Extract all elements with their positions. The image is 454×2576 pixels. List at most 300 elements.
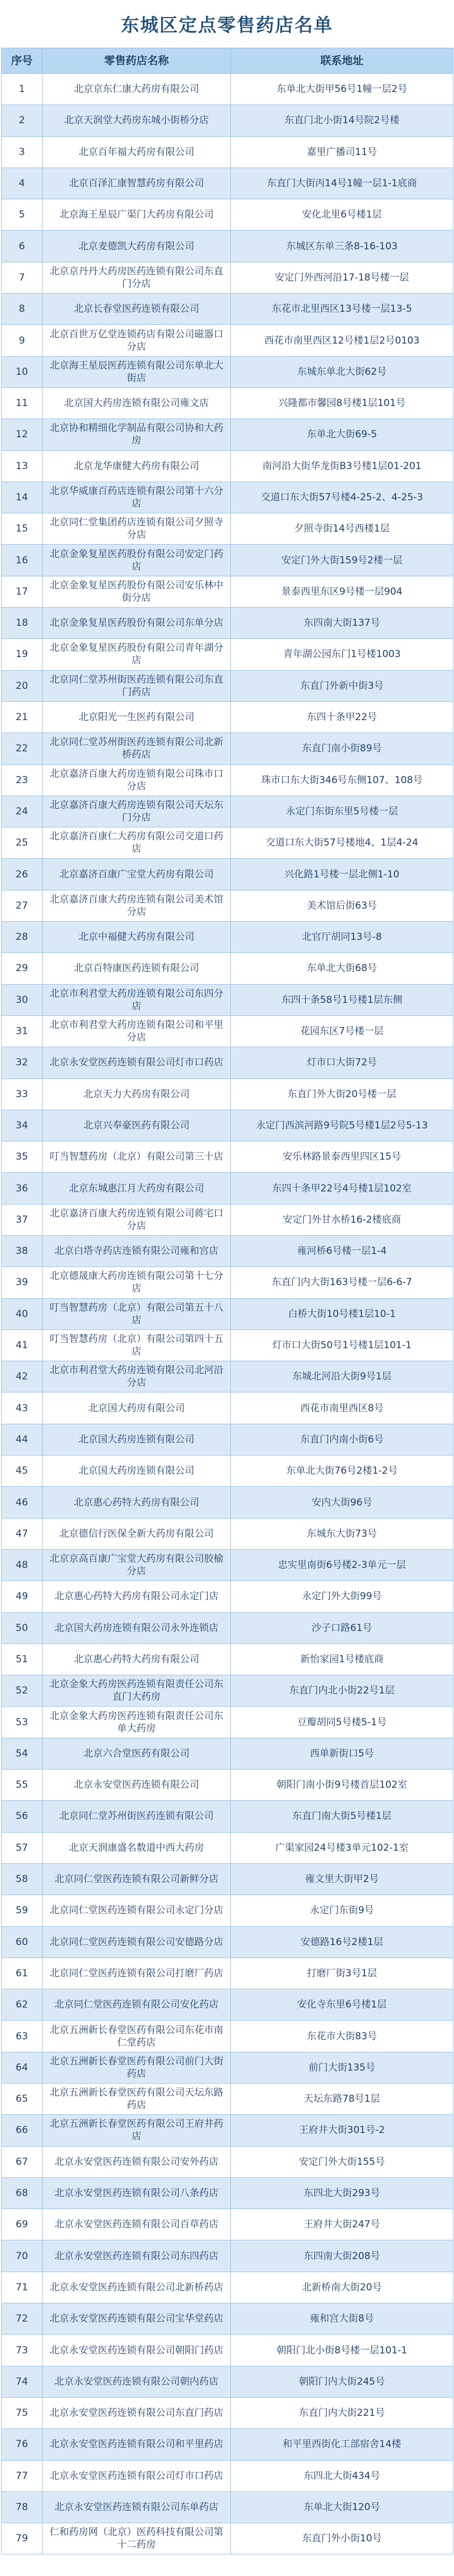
cell-no: 51	[2, 1644, 43, 1675]
cell-name: 仁和药房网（北京）医药科技有限公司第十二药房	[43, 2523, 231, 2554]
table-row	[2, 576, 453, 607]
table-row	[2, 2084, 453, 2115]
cell-name: 北京金象复星医药股份有限公司东单分店	[43, 608, 231, 639]
cell-name: 北京同仁堂医药连锁有限公司打磨厂药店	[43, 1958, 231, 1989]
table-row	[2, 701, 453, 733]
cell-no: 1	[2, 74, 43, 105]
table-row	[2, 231, 453, 262]
cell-address: 广渠家园24号楼3单元102-1室	[231, 1832, 453, 1863]
cell-no: 55	[2, 1770, 43, 1801]
cell-address: 东单北大街76号2楼1-2号	[231, 1456, 453, 1487]
cell-address: 交道口东大街57号楼4-25-2、4-25-3	[231, 482, 453, 513]
table-row	[2, 890, 453, 921]
cell-name: 北京百年福大药房有限公司	[43, 136, 231, 168]
pharmacy-table	[1, 48, 453, 2554]
table-row	[2, 2491, 453, 2523]
table-row	[2, 1707, 453, 1738]
table-row	[2, 1267, 453, 1298]
cell-no: 17	[2, 576, 43, 607]
table-row	[2, 199, 453, 231]
cell-address: 灯市口大街50号1号楼1层101-1	[231, 1329, 453, 1361]
cell-address: 东城区东单三条8-16-103	[231, 231, 453, 262]
cell-no: 10	[2, 356, 43, 387]
cell-address: 东直门南大街5号楼1层	[231, 1801, 453, 1832]
table-row	[2, 1895, 453, 1926]
table-body	[2, 74, 453, 2554]
cell-name: 北京同仁堂医药连锁有限公司永定门分店	[43, 1895, 231, 1926]
table-row	[2, 1644, 453, 1675]
cell-name: 北京京高百康广宝堂大药房有限公司胶榆分店	[43, 1549, 231, 1580]
cell-no: 76	[2, 2429, 43, 2460]
table-row	[2, 262, 453, 293]
cell-address: 东直门内大街163号楼一层6-6-7	[231, 1267, 453, 1298]
cell-address: 永定门东街东里5号楼一层	[231, 796, 453, 827]
cell-no: 42	[2, 1361, 43, 1392]
cell-name: 北京惠心药特大药房有限公司永定门店	[43, 1581, 231, 1612]
cell-name: 北京白塔寺药店连锁有限公司雍和宫店	[43, 1235, 231, 1266]
cell-name: 北京永安堂医药连锁有限公司东直门药店	[43, 2397, 231, 2428]
table-row	[2, 670, 453, 701]
cell-no: 31	[2, 1015, 43, 1047]
cell-no: 11	[2, 387, 43, 419]
cell-no: 64	[2, 2052, 43, 2083]
cell-address: 兴隆都市馨园8号楼1层101号	[231, 387, 453, 419]
table-row	[2, 1015, 453, 1047]
cell-name: 北京金象复星医药股份有限公司安定门药店	[43, 545, 231, 576]
table-row	[2, 356, 453, 387]
cell-no: 32	[2, 1047, 43, 1078]
cell-name: 北京永安堂医药连锁有限公司百草药店	[43, 2209, 231, 2240]
cell-no: 78	[2, 2491, 43, 2523]
cell-name: 北京龙华康健大药房有限公司	[43, 450, 231, 482]
cell-no: 35	[2, 1141, 43, 1173]
cell-name: 北京同仁堂苏州街医药连锁有限公司东直门药店	[43, 670, 231, 701]
cell-no: 69	[2, 2209, 43, 2240]
cell-address: 东四北大街293号	[231, 2177, 453, 2209]
cell-address: 王府井大街247号	[231, 2209, 453, 2240]
table-row	[2, 1235, 453, 1266]
table-row	[2, 105, 453, 136]
cell-name: 北京市利君堂大药房连锁有限公司东四分店	[43, 984, 231, 1015]
cell-name: 北京东城惠江月大药房有限公司	[43, 1173, 231, 1204]
table-row	[2, 2397, 453, 2428]
cell-name: 北京德信行医保全新大药房有限公司	[43, 1518, 231, 1549]
table-row	[2, 545, 453, 576]
table-row	[2, 1989, 453, 2021]
table-row	[2, 764, 453, 796]
cell-no: 28	[2, 922, 43, 953]
cell-address: 朝阳门北小街8号楼一层101-1	[231, 2335, 453, 2366]
cell-address: 忠实里南街6号楼2-3单元一层	[231, 1549, 453, 1580]
cell-no: 33	[2, 1078, 43, 1110]
cell-address: 安化北里6号楼1层	[231, 199, 453, 231]
table-row	[2, 827, 453, 859]
cell-address: 打磨厂街3号1层	[231, 1958, 453, 1989]
cell-name: 北京京丹丹大药房医药连锁有限公司东直门分店	[43, 262, 231, 293]
cell-name: 北京嘉济百康仁大药房有限公司交道口药店	[43, 827, 231, 859]
cell-address: 东直门北小街14号院2号楼	[231, 105, 453, 136]
cell-name: 北京同仁堂医药连锁有限公司新鲜分店	[43, 1863, 231, 1895]
cell-no: 54	[2, 1738, 43, 1769]
table-row	[2, 2272, 453, 2303]
cell-no: 38	[2, 1235, 43, 1266]
cell-address: 雍文里大街甲2号	[231, 1863, 453, 1895]
table-row	[2, 1738, 453, 1769]
cell-address: 美术馆后街63号	[231, 890, 453, 921]
table-row	[2, 1487, 453, 1518]
cell-address: 东四南大街137号	[231, 608, 453, 639]
cell-no: 45	[2, 1456, 43, 1487]
cell-address: 灯市口大街72号	[231, 1047, 453, 1078]
table-row	[2, 984, 453, 1015]
cell-no: 8	[2, 294, 43, 325]
cell-name: 北京长春堂医药连锁有限公司	[43, 294, 231, 325]
cell-name: 北京德晟康大药房连锁有限公司第十七分店	[43, 1267, 231, 1298]
cell-name: 北京麦德凯大药房有限公司	[43, 231, 231, 262]
cell-name: 北京天力大药房有限公司	[43, 1078, 231, 1110]
cell-no: 30	[2, 984, 43, 1015]
table-row	[2, 2303, 453, 2335]
cell-address: 安化寺东里6号楼1层	[231, 1989, 453, 2021]
cell-address: 安内大街96号	[231, 1487, 453, 1518]
cell-no: 59	[2, 1895, 43, 1926]
cell-name: 北京国大药房连锁有限公司	[43, 1424, 231, 1455]
cell-address: 东直门大街丙14号1幢一层1-1底商	[231, 168, 453, 199]
table-row	[2, 1958, 453, 1989]
cell-address: 东四十条甲22号4号楼1层102室	[231, 1173, 453, 1204]
cell-address: 新怡家园1号楼底商	[231, 1644, 453, 1675]
cell-name: 北京天润堂大药房东城小街桥分店	[43, 105, 231, 136]
cell-name: 北京海王星辰广渠门大药房有限公司	[43, 199, 231, 231]
cell-no: 24	[2, 796, 43, 827]
cell-name: 北京永安堂医药连锁有限公司灯市口药店	[43, 2460, 231, 2491]
cell-no: 56	[2, 1801, 43, 1832]
table-row	[2, 419, 453, 450]
table-row	[2, 1047, 453, 1078]
cell-address: 交道口东大街57号楼地4、1层4-24	[231, 827, 453, 859]
cell-no: 16	[2, 545, 43, 576]
cell-no: 15	[2, 513, 43, 545]
cell-no: 2	[2, 105, 43, 136]
cell-name: 北京协和精细化学制品有限公司协和大药房	[43, 419, 231, 450]
cell-name: 北京嘉济百康大药房连锁有限公司珠市口分店	[43, 764, 231, 796]
table-row	[2, 1110, 453, 1141]
cell-no: 34	[2, 1110, 43, 1141]
cell-no: 62	[2, 1989, 43, 2021]
table-row	[2, 2240, 453, 2272]
cell-no: 22	[2, 733, 43, 764]
cell-no: 37	[2, 1204, 43, 1235]
table-row	[2, 639, 453, 670]
cell-no: 6	[2, 231, 43, 262]
cell-no: 57	[2, 1832, 43, 1863]
cell-address: 东四南大街208号	[231, 2240, 453, 2272]
cell-no: 48	[2, 1549, 43, 1580]
cell-no: 13	[2, 450, 43, 482]
cell-no: 67	[2, 2146, 43, 2177]
table-row	[2, 1424, 453, 1455]
cell-address: 永定门东街9号	[231, 1895, 453, 1926]
cell-name: 北京国大药房连锁有限公司永外连锁店	[43, 1612, 231, 1644]
cell-name: 北京同仁堂苏州街医药连锁有限公司	[43, 1801, 231, 1832]
cell-name: 北京海王星辰医药连锁有限公司东单北大街店	[43, 356, 231, 387]
cell-name: 北京同仁堂集团药店连锁有限公司夕照寺分店	[43, 513, 231, 545]
cell-no: 12	[2, 419, 43, 450]
cell-name: 北京永安堂医药连锁有限公司八条药店	[43, 2177, 231, 2209]
cell-name: 北京六合堂医药有限公司	[43, 1738, 231, 1769]
cell-address: 雍和宫大街8号	[231, 2303, 453, 2335]
cell-address: 景泰西里东区9号楼一层904	[231, 576, 453, 607]
cell-address: 东城东大街73号	[231, 1518, 453, 1549]
cell-address: 王府井大街301号-2	[231, 2115, 453, 2146]
table-row	[2, 74, 453, 105]
table-row	[2, 796, 453, 827]
table-row	[2, 1832, 453, 1863]
cell-name: 北京惠心药特大药房有限公司	[43, 1644, 231, 1675]
cell-name: 北京永安堂医药连锁有限公司	[43, 1770, 231, 1801]
table-header	[2, 48, 453, 74]
cell-no: 50	[2, 1612, 43, 1644]
header-name: 零售药店名称	[43, 48, 231, 74]
cell-no: 68	[2, 2177, 43, 2209]
table-row	[2, 2052, 453, 2083]
cell-no: 63	[2, 2021, 43, 2052]
cell-name: 北京嘉济百康大药房连锁有限公司美术馆分店	[43, 890, 231, 921]
cell-name: 北京市利君堂大药房连锁有限公司北河沿分店	[43, 1361, 231, 1392]
cell-no: 18	[2, 608, 43, 639]
cell-no: 23	[2, 764, 43, 796]
table-row	[2, 733, 453, 764]
cell-address: 东直门外新中街3号	[231, 670, 453, 701]
cell-no: 7	[2, 262, 43, 293]
cell-address: 北官厅胡同13号-8	[231, 922, 453, 953]
table-row	[2, 136, 453, 168]
cell-name: 北京永安堂医药连锁有限公司东单药店	[43, 2491, 231, 2523]
cell-address: 东花市北里西区13号楼一层13-5	[231, 294, 453, 325]
cell-name: 北京永安堂医药连锁有限公司朝阳门药店	[43, 2335, 231, 2366]
table-row	[2, 294, 453, 325]
cell-name: 北京永安堂医药连锁有限公司安外药店	[43, 2146, 231, 2177]
cell-address: 兴化路1号楼一层北侧1-10	[231, 859, 453, 890]
cell-name: 北京永安堂医药连锁有限公司朝内药店	[43, 2366, 231, 2397]
cell-name: 北京国大药房连锁有限公司	[43, 1456, 231, 1487]
cell-name: 北京惠心药特大药房有限公司	[43, 1487, 231, 1518]
cell-name: 北京市利君堂大药房连锁有限公司和平里分店	[43, 1015, 231, 1047]
cell-name: 北京同仁堂医药连锁有限公司安德路分店	[43, 1926, 231, 1958]
table-row	[2, 1141, 453, 1173]
cell-name: 北京同仁堂苏州街医药连锁有限公司北新桥药店	[43, 733, 231, 764]
cell-address: 前门大街135号	[231, 2052, 453, 2083]
cell-address: 东四十条甲22号	[231, 701, 453, 733]
table-row	[2, 2366, 453, 2397]
header-row	[2, 48, 453, 74]
cell-no: 70	[2, 2240, 43, 2272]
cell-name: 北京永安堂医药连锁有限公司和平里药店	[43, 2429, 231, 2460]
cell-name: 叮当智慧药房（北京）有限公司第四十五店	[43, 1329, 231, 1361]
table-row	[2, 2209, 453, 2240]
cell-no: 46	[2, 1487, 43, 1518]
cell-name: 北京中福健大药房有限公司	[43, 922, 231, 953]
cell-address: 安定门外大街159号2楼一层	[231, 545, 453, 576]
cell-name: 北京金象复星医药股份有限公司安乐林中街分店	[43, 576, 231, 607]
cell-name: 北京天润康盛名数道中西大药房	[43, 1832, 231, 1863]
table-row	[2, 2021, 453, 2052]
cell-address: 东城北河沿大街9号1层	[231, 1361, 453, 1392]
table-row	[2, 513, 453, 545]
cell-address: 东花市大街83号	[231, 2021, 453, 2052]
table-row	[2, 1801, 453, 1832]
cell-address: 东直门内北小街22号1层	[231, 1675, 453, 1707]
cell-address: 花园东区7号楼一层	[231, 1015, 453, 1047]
cell-address: 西花市南里西区8号	[231, 1392, 453, 1424]
cell-no: 44	[2, 1424, 43, 1455]
table-row	[2, 450, 453, 482]
table-row	[2, 859, 453, 890]
cell-address: 沙子口路61号	[231, 1612, 453, 1644]
cell-name: 北京五洲新长春堂医药有限公司前门大街药店	[43, 2052, 231, 2083]
table-row	[2, 1392, 453, 1424]
cell-address: 东单北大街69-5	[231, 419, 453, 450]
cell-address: 朝阳门南小街9号楼首层102室	[231, 1770, 453, 1801]
cell-address: 东单北大街68号	[231, 953, 453, 984]
cell-name: 叮当智慧药房（北京）有限公司第五十八店	[43, 1298, 231, 1329]
cell-no: 71	[2, 2272, 43, 2303]
cell-no: 77	[2, 2460, 43, 2491]
cell-name: 北京百泽汇康智慧药房有限公司	[43, 168, 231, 199]
cell-name: 北京永安堂医药连锁有限公司东四药店	[43, 2240, 231, 2272]
table-row	[2, 387, 453, 419]
cell-no: 52	[2, 1675, 43, 1707]
cell-address: 西单新街口5号	[231, 1738, 453, 1769]
cell-no: 66	[2, 2115, 43, 2146]
cell-name: 北京阳光一生医药有限公司	[43, 701, 231, 733]
cell-address: 东直门外小街10号	[231, 2523, 453, 2554]
cell-name: 北京五洲新长春堂医药有限公司东花市南仁堂药店	[43, 2021, 231, 2052]
cell-no: 36	[2, 1173, 43, 1204]
table-row	[2, 1612, 453, 1644]
cell-name: 北京永安堂医药连锁有限公司宝华堂药店	[43, 2303, 231, 2335]
cell-address: 安定门外甘水桥16-2楼底商	[231, 1204, 453, 1235]
cell-no: 4	[2, 168, 43, 199]
table-row	[2, 1456, 453, 1487]
cell-address: 东直门内大街221号	[231, 2397, 453, 2428]
table-row	[2, 1863, 453, 1895]
cell-no: 79	[2, 2523, 43, 2554]
cell-no: 47	[2, 1518, 43, 1549]
cell-address: 朝阳门内大街245号	[231, 2366, 453, 2397]
table-row	[2, 2523, 453, 2554]
cell-no: 61	[2, 1958, 43, 1989]
cell-name: 北京嘉济百康广宝堂大药房有限公司	[43, 859, 231, 890]
cell-no: 75	[2, 2397, 43, 2428]
table-row	[2, 1298, 453, 1329]
table-row	[2, 482, 453, 513]
header-address: 联系地址	[231, 48, 453, 74]
cell-no: 27	[2, 890, 43, 921]
cell-no: 72	[2, 2303, 43, 2335]
cell-no: 60	[2, 1926, 43, 1958]
cell-name: 北京金象大药房医药连锁有限责任公司东单大药房	[43, 1707, 231, 1738]
table-row	[2, 1549, 453, 1580]
cell-no: 74	[2, 2366, 43, 2397]
cell-name: 北京嘉济百康大药房连锁有限公司天坛东门分店	[43, 796, 231, 827]
table-row	[2, 2177, 453, 2209]
table-row	[2, 1926, 453, 1958]
cell-address: 安定门外西河沿17-18号楼一层	[231, 262, 453, 293]
cell-name: 叮当智慧药房（北京）有限公司第三十店	[43, 1141, 231, 1173]
cell-no: 39	[2, 1267, 43, 1298]
cell-name: 北京国大药房有限公司	[43, 1392, 231, 1424]
table-row	[2, 325, 453, 356]
table-row	[2, 2429, 453, 2460]
cell-name: 北京百特康医药连锁有限公司	[43, 953, 231, 984]
table-row	[2, 1770, 453, 1801]
cell-name: 北京金象复星医药股份有限公司青年湖分店	[43, 639, 231, 670]
cell-address: 东四十条58号1号楼1层东侧	[231, 984, 453, 1015]
cell-no: 14	[2, 482, 43, 513]
table-row	[2, 2460, 453, 2491]
cell-address: 白桥大街10号楼1层10-1	[231, 1298, 453, 1329]
page-title: 东城区定点零售药店名单	[120, 14, 333, 36]
cell-name: 北京华威康百药店连锁有限公司第十六分店	[43, 482, 231, 513]
cell-address: 嘉里广播司11号	[231, 136, 453, 168]
cell-name: 北京永安堂医药连锁有限公司北新桥药店	[43, 2272, 231, 2303]
table-row	[2, 2146, 453, 2177]
cell-no: 43	[2, 1392, 43, 1424]
cell-no: 73	[2, 2335, 43, 2366]
table-row	[2, 1078, 453, 1110]
table-row	[2, 1581, 453, 1612]
cell-no: 49	[2, 1581, 43, 1612]
cell-name: 北京嘉济百康大药房连锁有限公司蒋宅口分店	[43, 1204, 231, 1235]
cell-name: 北京五洲新长春堂医药有限公司王府井药店	[43, 2115, 231, 2146]
cell-no: 25	[2, 827, 43, 859]
cell-address: 北新桥南大街20号	[231, 2272, 453, 2303]
cell-no: 3	[2, 136, 43, 168]
cell-name: 北京百世万亿堂连锁药店有限公司磁器口分店	[43, 325, 231, 356]
cell-no: 9	[2, 325, 43, 356]
table-row	[2, 1329, 453, 1361]
cell-address: 青年湖公园东门1号楼1003	[231, 639, 453, 670]
cell-address: 安德路16号2楼1层	[231, 1926, 453, 1958]
cell-name: 北京国大药房连锁有限公司雍文店	[43, 387, 231, 419]
cell-address: 东直门内南小街6号	[231, 1424, 453, 1455]
table-row	[2, 1675, 453, 1707]
cell-no: 65	[2, 2084, 43, 2115]
cell-no: 5	[2, 199, 43, 231]
table-row	[2, 608, 453, 639]
cell-no: 21	[2, 701, 43, 733]
cell-address: 东直门南小街89号	[231, 733, 453, 764]
table-row	[2, 2115, 453, 2146]
cell-address: 豆瓣胡同5号楼5-1号	[231, 1707, 453, 1738]
cell-address: 东四北大街434号	[231, 2460, 453, 2491]
cell-address: 珠市口东大街346号东侧107、108号	[231, 764, 453, 796]
cell-address: 东直门外大街20号楼一层	[231, 1078, 453, 1110]
cell-no: 53	[2, 1707, 43, 1738]
cell-name: 北京五洲新长春堂医药有限公司天坛东路药店	[43, 2084, 231, 2115]
table-row	[2, 922, 453, 953]
cell-address: 天坛东路78号1层	[231, 2084, 453, 2115]
table-row	[2, 1361, 453, 1392]
cell-address: 永定门西滨河路9号院5号楼1层2号5-13	[231, 1110, 453, 1141]
cell-address: 安定门外大街155号	[231, 2146, 453, 2177]
cell-name: 北京同仁堂医药连锁有限公司安化药店	[43, 1989, 231, 2021]
cell-no: 19	[2, 639, 43, 670]
table-row	[2, 2335, 453, 2366]
cell-address: 夕照寺街14号西楼1层	[231, 513, 453, 545]
cell-no: 58	[2, 1863, 43, 1895]
